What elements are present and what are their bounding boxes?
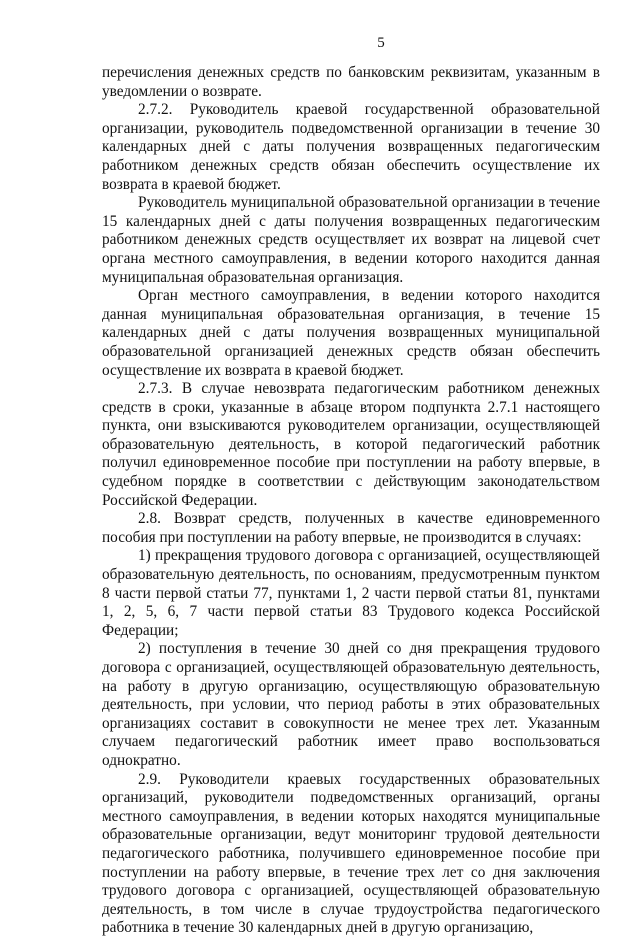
- paragraph: 2.7.3. В случае невозврата педагогическим работником денежных средств в сроки, указанные в абзаце втором подпункта 2.7.1 настоящего пункта, они взыскиваются руководителем организации, осуществляющей образовательную деятельность, в которой педагогический работник получил единовременное пособие при поступлении на работу впервые, в судебном порядке в соответствии с действующим законодательством Российской Федерации.: [102, 380, 600, 509]
- paragraph: Орган местного самоуправления, в ведении которого находится данная муниципальная образовательная организация, в течение 15 календарных дней с даты получения возвращенных муниципальной образовательной организацией денежных средств обязан обеспечить осуществление их возврата в краевой бюджет.: [102, 287, 600, 379]
- paragraph: Руководитель муниципальной образовательной организации в течение 15 календарных дней с даты получения возвращенных педагогическим работником денежных средств осуществляет их возврат на лицевой счет органа местного самоуправления, в ведении которого находится данная муниципальная образовательная организация.: [102, 194, 600, 286]
- paragraph: 2.7.2. Руководитель краевой государственной образовательной организации, руководитель подведомственной организации в течение 30 календарных дней с даты получения возвращенных педагогическим работником денежных средств обязан обеспечить осуществление их возврата в краевой бюджет.: [102, 101, 600, 193]
- paragraph: 2.8. Возврат средств, полученных в качестве единовременного пособия при поступлении на работу впервые, не производится в случаях:: [102, 510, 600, 546]
- document-body: [102, 64, 600, 938]
- paragraph: перечисления денежных средств по банковским реквизитам, указанным в уведомлении о возврате.: [102, 64, 600, 100]
- paragraph: 2) поступления в течение 30 дней со дня прекращения трудового договора с организацией, осуществляющей образовательную деятельность, на работу в другую организацию, осуществляющую образовательную деятельность, при условии, что период работы в этих образовательных организациях составит в совокупности не менее трех лет. Указанным случаем педагогический работник имеет право воспользоваться однократно.: [102, 640, 600, 769]
- paragraph: 1) прекращения трудового договора с организацией, осуществляющей образовательную деятельность, по основаниям, предусмотренным пунктом 8 части первой статьи 77, пунктами 1, 2 части первой статьи 81, пунктами 1, 2, 5, 6, 7 части первой статьи 83 Трудового кодекса Российской Федерации;: [102, 547, 600, 639]
- paragraph: 2.9. Руководители краевых государственных образовательных организаций, руководители подведомственных организаций, органы местного самоуправления, в ведении которых находятся муниципальные образовательные организации, ведут мониторинг трудовой деятельности педагогического работника, получившего единовременное пособие при поступлении на работу впервые, в течение трех лет со дня заключения трудового договора с организацией, осуществляющей образовательную деятельность, в том числе в случае трудоустройства педагогического работника в течение 30 календарных дней в другую организацию,: [102, 770, 600, 937]
- page-number: 5: [377, 35, 385, 51]
